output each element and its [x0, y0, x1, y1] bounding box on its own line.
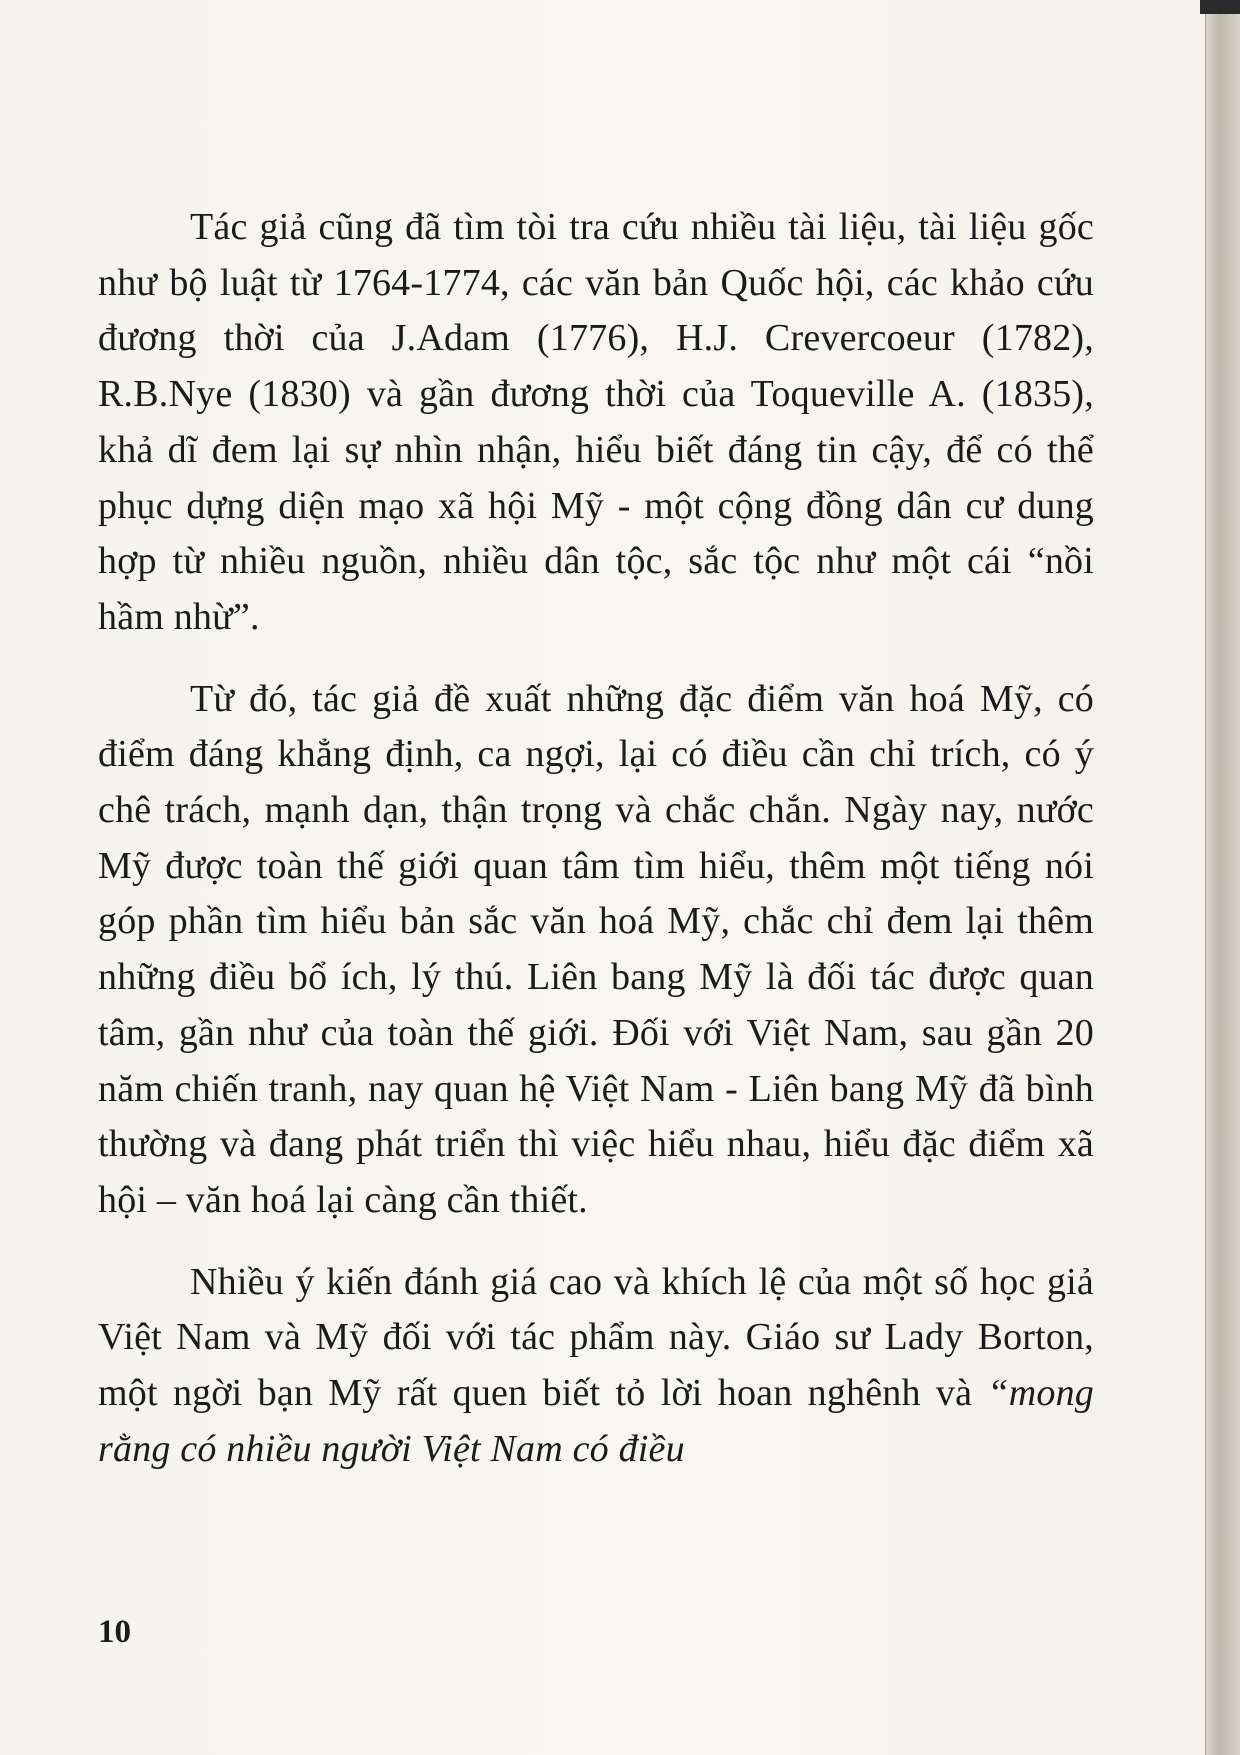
book-spine-edge: [1205, 0, 1240, 1755]
body-text: [98, 200, 1094, 1477]
quoted-italic-text: “mong rằng có nhiều người Việt Nam có điều: [98, 1372, 1094, 1470]
page-number: 10: [98, 1614, 131, 1650]
spine-top-mark: [1200, 0, 1240, 14]
paragraph-characteristics: Từ đó, tác giả đề xuất những đặc điểm văn hoá Mỹ, có điểm đáng khẳng định, ca ngợi, lại có điều cần chỉ trích, có ý chê trách, mạnh dạn, thận trọng và chắc chắn. Ngày nay, nước Mỹ được toàn thế giới quan tâm tìm hiểu, thêm một tiếng nói góp phần tìm hiểu bản sắc văn hoá Mỹ, chắc chỉ đem lại thêm những điều bổ ích, lý thú. Liên bang Mỹ là đối tác được quan tâm, gần như của toàn thế giới. Đối với Việt Nam, sau gần 20 năm chiến tranh, nay quan hệ Việt Nam - Liên bang Mỹ đã bình thường và đang phát triển thì việc hiểu nhau, hiểu đặc điểm xã hội – văn hoá lại càng cần thiết.: [98, 677, 1094, 1221]
paragraph-opinions-text: Nhiều ý kiến đánh giá cao và khích lệ của một số học giả Việt Nam và Mỹ đối với tác phẩm này. Giáo sư Lady Borton, một ngời bạn Mỹ rất quen biết tỏ lời hoan nghênh và: [98, 1260, 1094, 1415]
paragraph-sources: Tác giả cũng đã tìm tòi tra cứu nhiều tài liệu, tài liệu gốc như bộ luật từ 1764-1774, các văn bản Quốc hội, các khảo cứu đương thời của J.Adam (1776), H.J. Crevercoeur (1782), R.B.Nye (1830) và gần đương thời của Toqueville A. (1835), khả dĩ đem lại sự nhìn nhận, hiểu biết đáng tin cậy, để có thể phục dựng diện mạo xã hội Mỹ - một cộng đồng dân cư dung hợp từ nhiều nguồn, nhiều dân tộc, sắc tộc như một cái “nồi hầm nhừ”.: [98, 206, 1094, 638]
paragraph-opinions: [98, 1255, 1094, 1478]
